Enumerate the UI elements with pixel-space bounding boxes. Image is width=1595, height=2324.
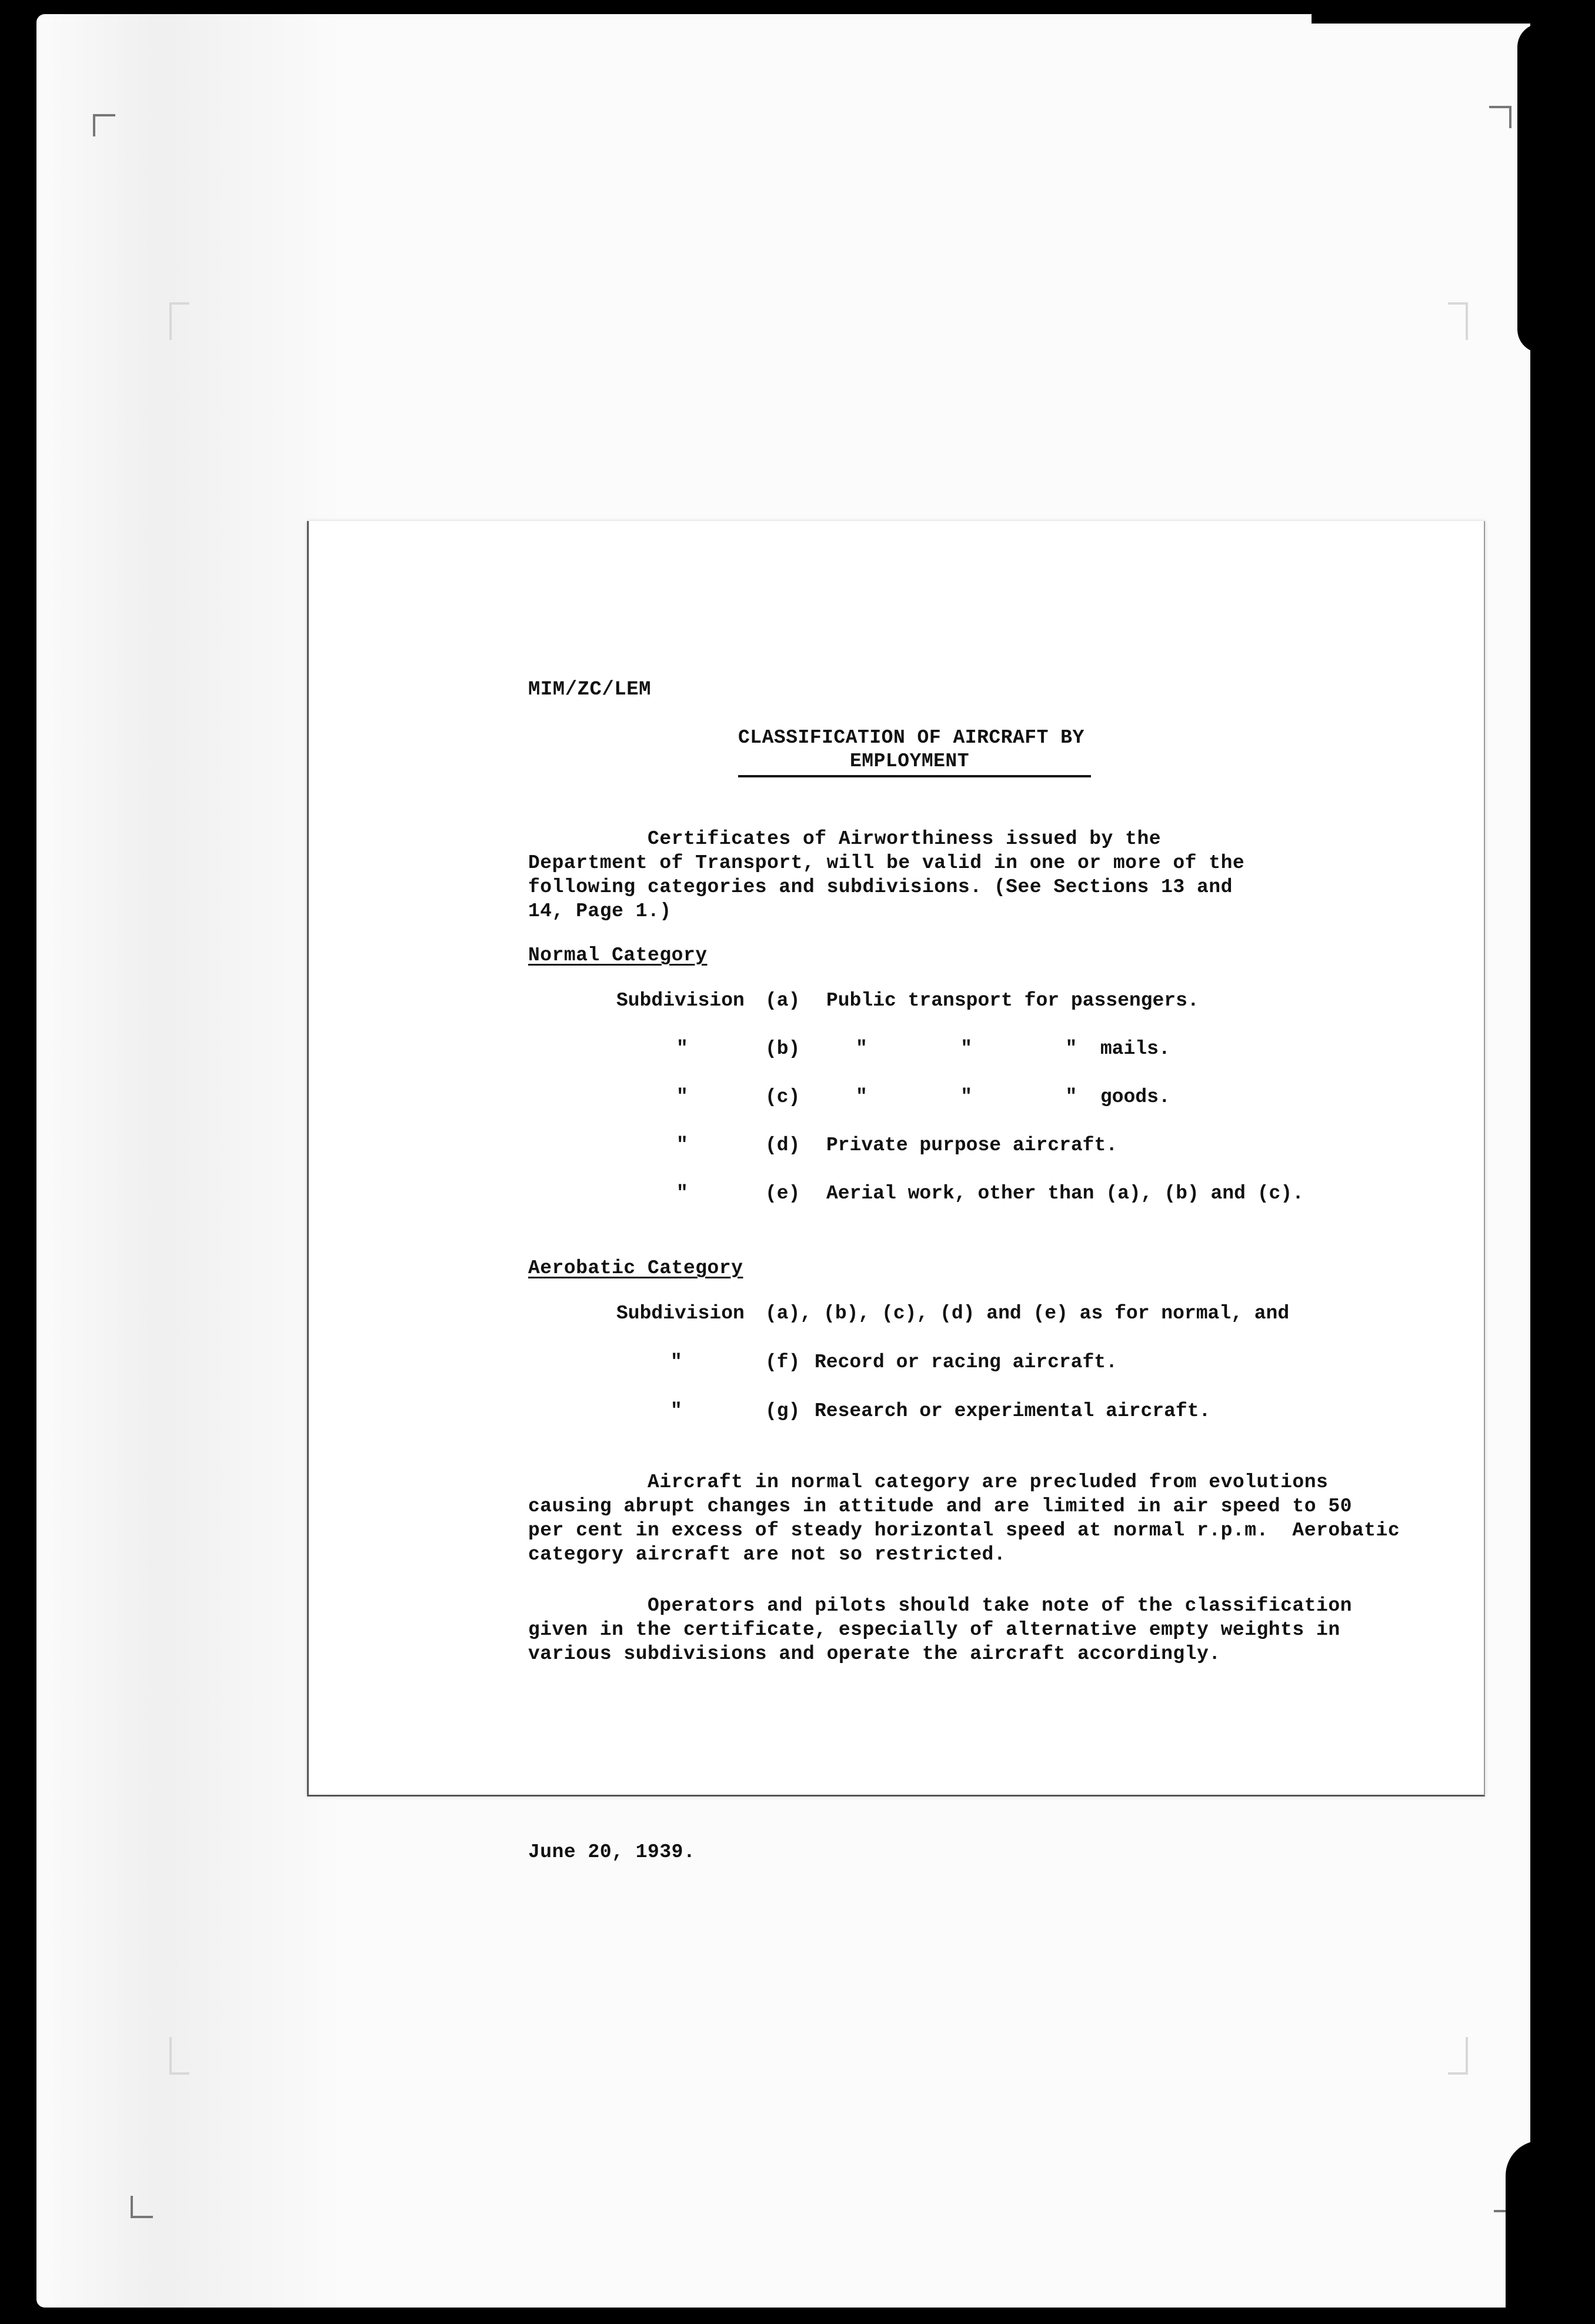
normal-row-d-code: (d) xyxy=(765,1134,800,1156)
para3-line-2: given in the certificate, especially of alternative empty weights in xyxy=(528,1619,1340,1641)
edge-blot xyxy=(1517,24,1595,353)
intro-line-4: 14, Page 1.) xyxy=(528,900,672,922)
frame-mark xyxy=(1448,2037,1468,2075)
normal-row-b-lead: " xyxy=(676,1038,688,1060)
aerobatic-row-g-text: Research or experimental aircraft. xyxy=(815,1400,1211,1422)
para2-line-1: Aircraft in normal category are precluded from evolutions xyxy=(528,1471,1329,1493)
edge-blot xyxy=(1506,2141,1595,2324)
normal-row-b-text: " " " mails. xyxy=(856,1038,1170,1060)
normal-row-d-text: Private purpose aircraft. xyxy=(826,1134,1118,1156)
aerobatic-category-heading: Aerobatic Category xyxy=(528,1257,743,1279)
frame-mark xyxy=(1448,302,1468,340)
normal-row-e-code: (e) xyxy=(765,1183,800,1204)
normal-row-c-text: " " " goods. xyxy=(856,1086,1170,1108)
aerobatic-row-lead: Subdivision xyxy=(616,1303,745,1324)
aerobatic-row-g-lead: " xyxy=(670,1400,682,1422)
normal-row-c-code: (c) xyxy=(765,1086,800,1108)
intro-line-2: Department of Transport, will be valid in one or more of the xyxy=(528,852,1245,874)
edge-blot xyxy=(1312,0,1594,24)
reference-code: MIM/ZC/LEM xyxy=(528,679,652,701)
crop-mark xyxy=(93,114,115,136)
document-date: June 20, 1939. xyxy=(528,1841,696,1863)
aerobatic-row-f-text: Record or racing aircraft. xyxy=(815,1351,1117,1373)
document-title-line2: EMPLOYMENT xyxy=(850,750,970,772)
normal-row-a-text: Public transport for passengers. xyxy=(826,990,1199,1011)
title-underline xyxy=(738,775,1091,777)
document-page xyxy=(307,521,1485,1863)
document-title: CLASSIFICATION OF AIRCRAFT BY xyxy=(738,727,1085,749)
para2-line-4: category aircraft are not so restricted. xyxy=(528,1544,1006,1565)
normal-row-d-lead: " xyxy=(676,1134,688,1156)
para3-line-1: Operators and pilots should take note of the classification xyxy=(528,1595,1352,1617)
normal-row-c-lead: " xyxy=(676,1086,688,1108)
aerobatic-row-subdivisions: (a), (b), (c), (d) and (e) as for normal, and xyxy=(765,1303,1290,1324)
intro-line-1: Certificates of Airworthiness issued by the xyxy=(528,828,1162,850)
crop-mark xyxy=(131,2196,153,2218)
normal-row-e-lead: " xyxy=(676,1183,688,1204)
normal-row-b-code: (b) xyxy=(765,1038,800,1060)
para3-line-3: various subdivisions and operate the aircraft accordingly. xyxy=(528,1643,1221,1665)
normal-row-a-code: (a) xyxy=(765,990,800,1011)
normal-row-e-text: Aerial work, other than (a), (b) and (c). xyxy=(826,1183,1304,1204)
aerobatic-row-f-lead: " xyxy=(670,1351,682,1373)
normal-category-heading: Normal Category xyxy=(528,944,708,966)
aerobatic-row-f-code: (f) xyxy=(765,1351,800,1373)
crop-mark xyxy=(1489,106,1511,128)
frame-mark xyxy=(169,302,189,340)
aerobatic-row-g-code: (g) xyxy=(765,1400,800,1422)
normal-row-a-lead: Subdivision xyxy=(616,990,745,1011)
para2-line-2: causing abrupt changes in attitude and are limited in air speed to 50 xyxy=(528,1495,1352,1517)
frame-mark xyxy=(169,2037,189,2075)
para2-line-3: per cent in excess of steady horizontal speed at normal r.p.m. Aerobatic xyxy=(528,1520,1400,1541)
intro-line-3: following categories and subdivisions. (See Sections 13 and xyxy=(528,876,1233,898)
